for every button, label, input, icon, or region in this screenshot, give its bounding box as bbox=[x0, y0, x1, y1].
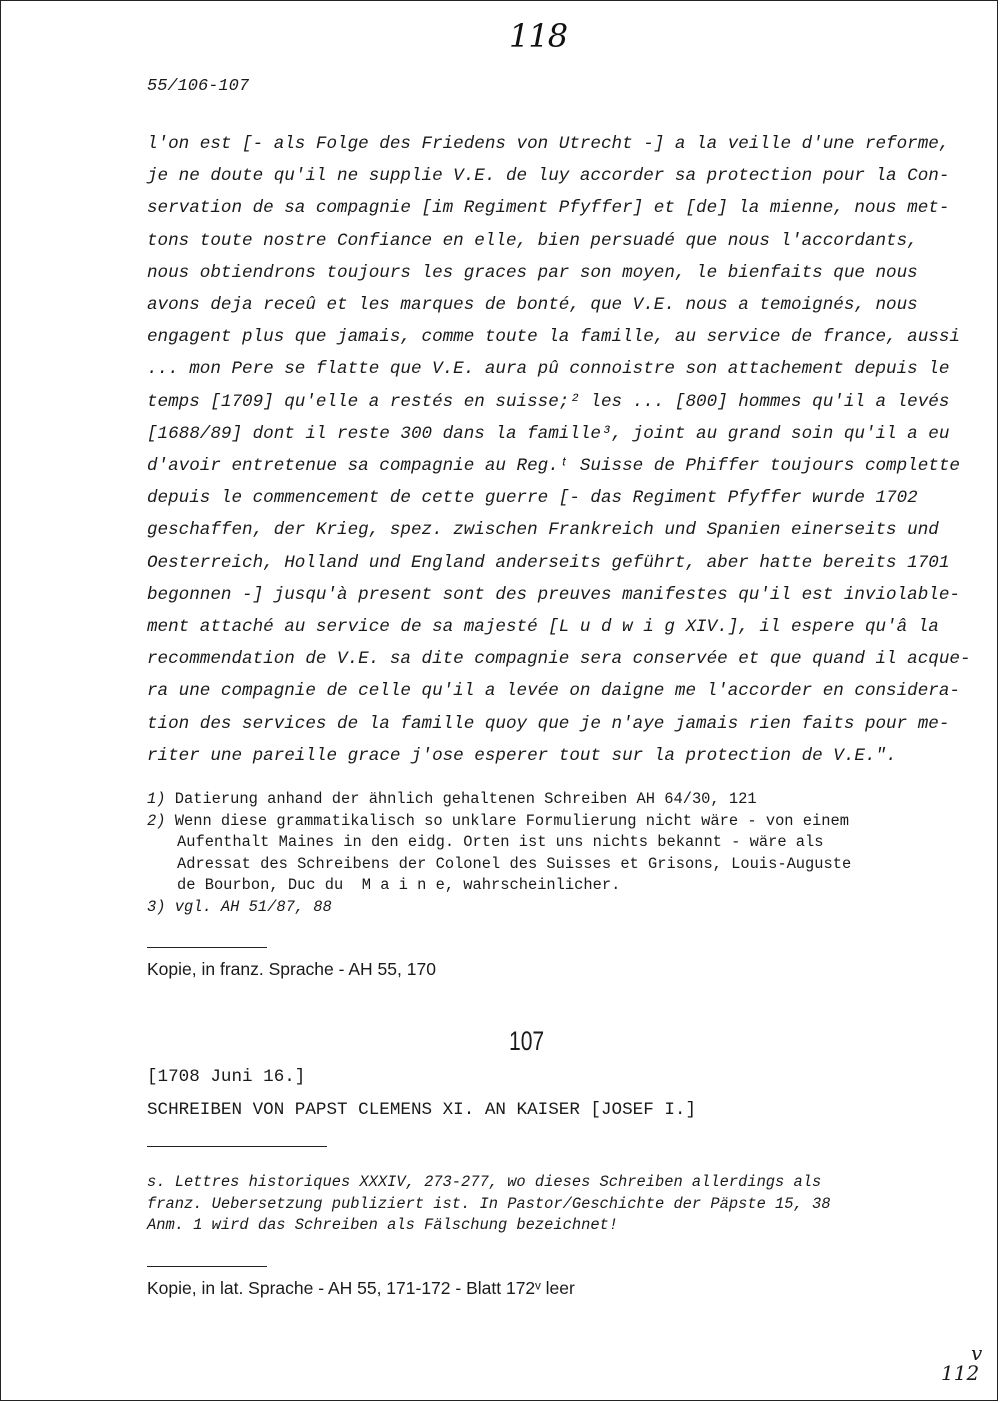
text-line: ... mon Pere se flatte que V.E. aura pû connoistre son attachement depuis le bbox=[147, 359, 950, 380]
footnote-text: de Bourbon, Duc du M a i n e, wahrscheinlicher. bbox=[177, 876, 621, 895]
document-reference: 55/106-107 bbox=[147, 77, 250, 96]
source-note: Kopie, in lat. Sprache - AH 55, 171-172 - Blatt 172ᵛ leer bbox=[147, 1278, 575, 1298]
text-line: depuis le commencement de cette guerre [- das Regiment Pfyffer wurde 1702 bbox=[147, 488, 918, 509]
note-line: franz. Uebersetzung publiziert ist. In Pastor/Geschichte der Päpste 15, 38 bbox=[147, 1194, 831, 1213]
text-line: riter une pareille grace j'ose esperer tout sur la protection de V.E.". bbox=[147, 745, 897, 766]
text-line: je ne doute qu'il ne supplie V.E. de luy accorder sa protection pour la Con- bbox=[147, 166, 950, 187]
handwritten-page-mark bbox=[941, 1343, 982, 1383]
note-line: s. Lettres historiques XXXIV, 273-277, wo dieses Schreiben allerdings als bbox=[147, 1173, 822, 1191]
text-line: nous obtiendrons toujours les graces par son moyen, le bienfaits que nous bbox=[147, 262, 918, 283]
divider bbox=[147, 947, 267, 948]
text-line: d'avoir entretenue sa compagnie au Reg.ᵗ Suisse de Phiffer toujours complette bbox=[147, 456, 960, 477]
footnote-text: Adressat des Schreibens der Colonel des Suisses et Grisons, Louis-Auguste bbox=[177, 854, 852, 873]
footnote bbox=[147, 811, 927, 897]
note-line: Anm. 1 wird das Schreiben als Fälschung bezeichnet! bbox=[147, 1216, 619, 1235]
text-line: temps [1709] qu'elle a restés en suisse;² les ... [800] hommes qu'il a levés bbox=[147, 391, 950, 412]
footnotes bbox=[147, 789, 927, 919]
text-line: l'on est [- als Folge des Friedens von Utrecht -] a la veille d'une reforme, bbox=[147, 134, 950, 154]
footnote-number: 3) bbox=[147, 897, 166, 916]
text-line: begonnen -] jusqu'à present sont des preuves manifestes qu'il est inviolable- bbox=[147, 584, 960, 605]
footnote-text: Datierung anhand der ähnlich gehaltenen Schreiben AH 64/30, 121 bbox=[174, 790, 757, 808]
divider bbox=[147, 1146, 327, 1147]
text-line: tons toute nostre Confiance en elle, bien persuadé que nous l'accordants, bbox=[147, 230, 918, 251]
footnote-number: 1) bbox=[147, 790, 166, 808]
footnote-text: vgl. AH 51/87, 88 bbox=[174, 897, 332, 916]
text-line: [1688/89] dont il reste 300 dans la famille³, joint au grand soin qu'il a eu bbox=[147, 423, 950, 444]
document-number: 107 bbox=[509, 1026, 545, 1056]
source-note: Kopie, in franz. Sprache - AH 55, 170 bbox=[147, 959, 436, 979]
text-line: ment attaché au service de sa majesté [L u d w i g XIV.], il espere qu'â la bbox=[147, 617, 939, 638]
document-date: [1708 Juni 16.] bbox=[147, 1067, 306, 1087]
text-line: ra une compagnie de celle qu'il a levée on daigne me l'accorder en considera- bbox=[147, 681, 960, 702]
text-line: recommendation de V.E. sa dite compagnie sera conservée et que quand il acque- bbox=[147, 649, 971, 670]
text-line: geschaffen, der Krieg, spez. zwischen Frankreich und Spanien einerseits und bbox=[147, 520, 939, 541]
footnote-text: Aufenthalt Maines in den eidg. Orten ist uns nichts bekannt - wäre als bbox=[177, 833, 824, 852]
footnote bbox=[147, 789, 927, 811]
document-title: SCHREIBEN VON PAPST CLEMENS XI. AN KAISER [JOSEF I.] bbox=[147, 1100, 697, 1120]
letter-text bbox=[147, 128, 971, 772]
text-line: engagent plus que jamais, comme toute la famille, au service de france, aussi bbox=[147, 327, 960, 348]
folio-number: 118 bbox=[509, 17, 568, 55]
footnote bbox=[147, 897, 927, 919]
footnote-text: Wenn diese grammatikalisch so unklare Formulierung nicht wäre - von einem bbox=[174, 811, 849, 830]
divider bbox=[147, 1266, 267, 1267]
text-line: avons deja receû et les marques de bonté, que V.E. nous a temoignés, nous bbox=[147, 295, 918, 316]
footnote-number: 2) bbox=[147, 811, 166, 830]
corner-mark-top: v bbox=[971, 1341, 983, 1365]
corner-mark-bottom: 112 bbox=[941, 1361, 980, 1385]
text-line: Oesterreich, Holland und England anderseits geführt, aber hatte bereits 1701 bbox=[147, 552, 950, 573]
text-line: servation de sa compagnie [im Regiment Pfyffer] et [de] la mienne, nous met- bbox=[147, 198, 950, 219]
editorial-note bbox=[147, 1172, 927, 1237]
text-line: tion des services de la famille quoy que je n'aye jamais rien faits pour me- bbox=[147, 713, 950, 734]
